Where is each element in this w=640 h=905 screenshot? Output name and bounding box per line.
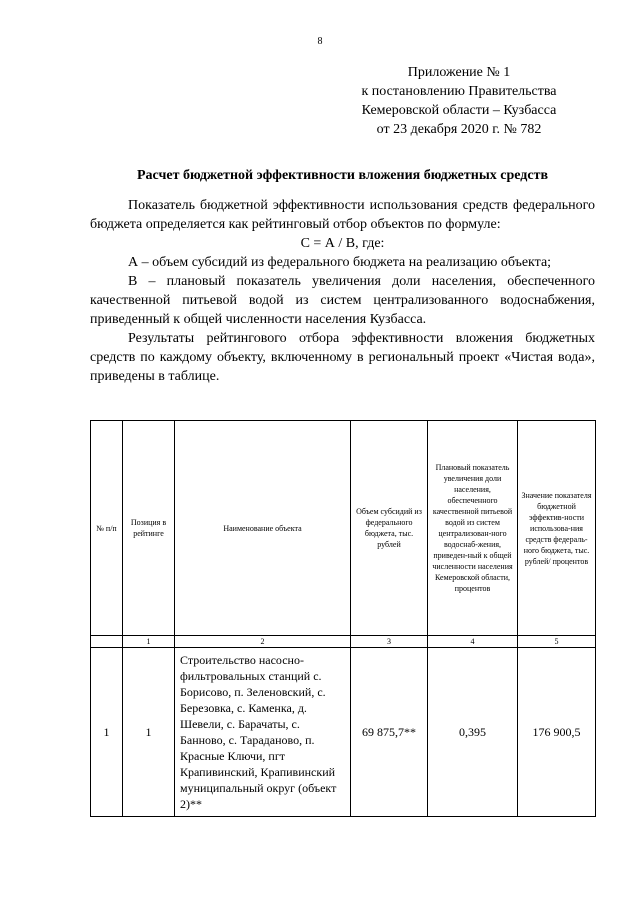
column-number-row: [91, 636, 596, 648]
row-no: 1: [91, 648, 123, 817]
row-efficiency: 176 900,5: [518, 648, 596, 817]
appendix-line-3: Кемеровской области – Кузбасса: [361, 103, 557, 118]
header-subsidy: Объем субсидий из федерального бюджета, тыс. рублей: [351, 421, 428, 636]
paragraph-results: Результаты рейтингового отбора эффективности вложения бюджетных средств по каждому объекту, включенному в региональный проект «Чистая вода», приведены в таблице.: [90, 331, 595, 384]
column-number: 4: [428, 636, 518, 648]
formula: С = А / В, где:: [300, 236, 385, 251]
column-number: 2: [175, 636, 351, 648]
appendix-line-4: от 23 декабря 2020 г. № 782: [376, 122, 542, 137]
paragraph-a-definition: А – объем субсидий из федерального бюджета на реализацию объекта;: [128, 255, 552, 270]
document-title: Расчет бюджетной эффективности вложения бюджетных средств: [136, 168, 549, 183]
column-number: [91, 636, 123, 648]
table-header-row: [91, 421, 596, 636]
column-number: 3: [351, 636, 428, 648]
row-share: 0,395: [428, 648, 518, 817]
appendix-line-1: Приложение № 1: [407, 65, 511, 80]
paragraph-b-definition: В – плановый показатель увеличения доли населения, обеспеченного качественной питьевой водой из систем централизованного водоснабжения, приведенный к общей численности населения Кузбасса.: [90, 274, 595, 327]
appendix-header: [340, 63, 578, 139]
column-number: 1: [123, 636, 175, 648]
table-row: [91, 648, 596, 817]
body-text: [90, 196, 595, 386]
header-share: Плановый показатель увеличения доли населения, обеспеченного качественной питьевой водой из систем централизован-ного водоснаб-жения, приведен-ный к общей численности населения Кемеровской области, процентов: [428, 421, 518, 636]
header-no: № п/п: [91, 421, 123, 636]
paragraph-definition: Показатель бюджетной эффективности использования средств федерального бюджета определяется как рейтинговый отбор объектов по формуле:: [90, 198, 595, 232]
efficiency-table: [90, 420, 596, 817]
page-number: 8: [317, 36, 323, 47]
column-number: 5: [518, 636, 596, 648]
appendix-line-2: к постановлению Правительства: [361, 84, 557, 99]
row-subsidy: 69 875,7**: [351, 648, 428, 817]
row-position: 1: [123, 648, 175, 817]
row-object-name: Строительство насосно-фильтровальных станций с. Борисово, п. Зеленовский, с. Березовка, с. Каменка, д. Шевели, с. Барачаты, с. Банново, с. Тараданово, п. Красные Ключи, пгт Крапивинский, Крапивинский муниципальный округ (объект 2)**: [175, 648, 351, 817]
header-position: Позиция в рейтинге: [123, 421, 175, 636]
header-efficiency: Значение показателя бюджетной эффектив-ности использова-ния средств федераль-ного бюджета, тыс. рублей/ процентов: [518, 421, 596, 636]
header-name: Наименование объекта: [175, 421, 351, 636]
